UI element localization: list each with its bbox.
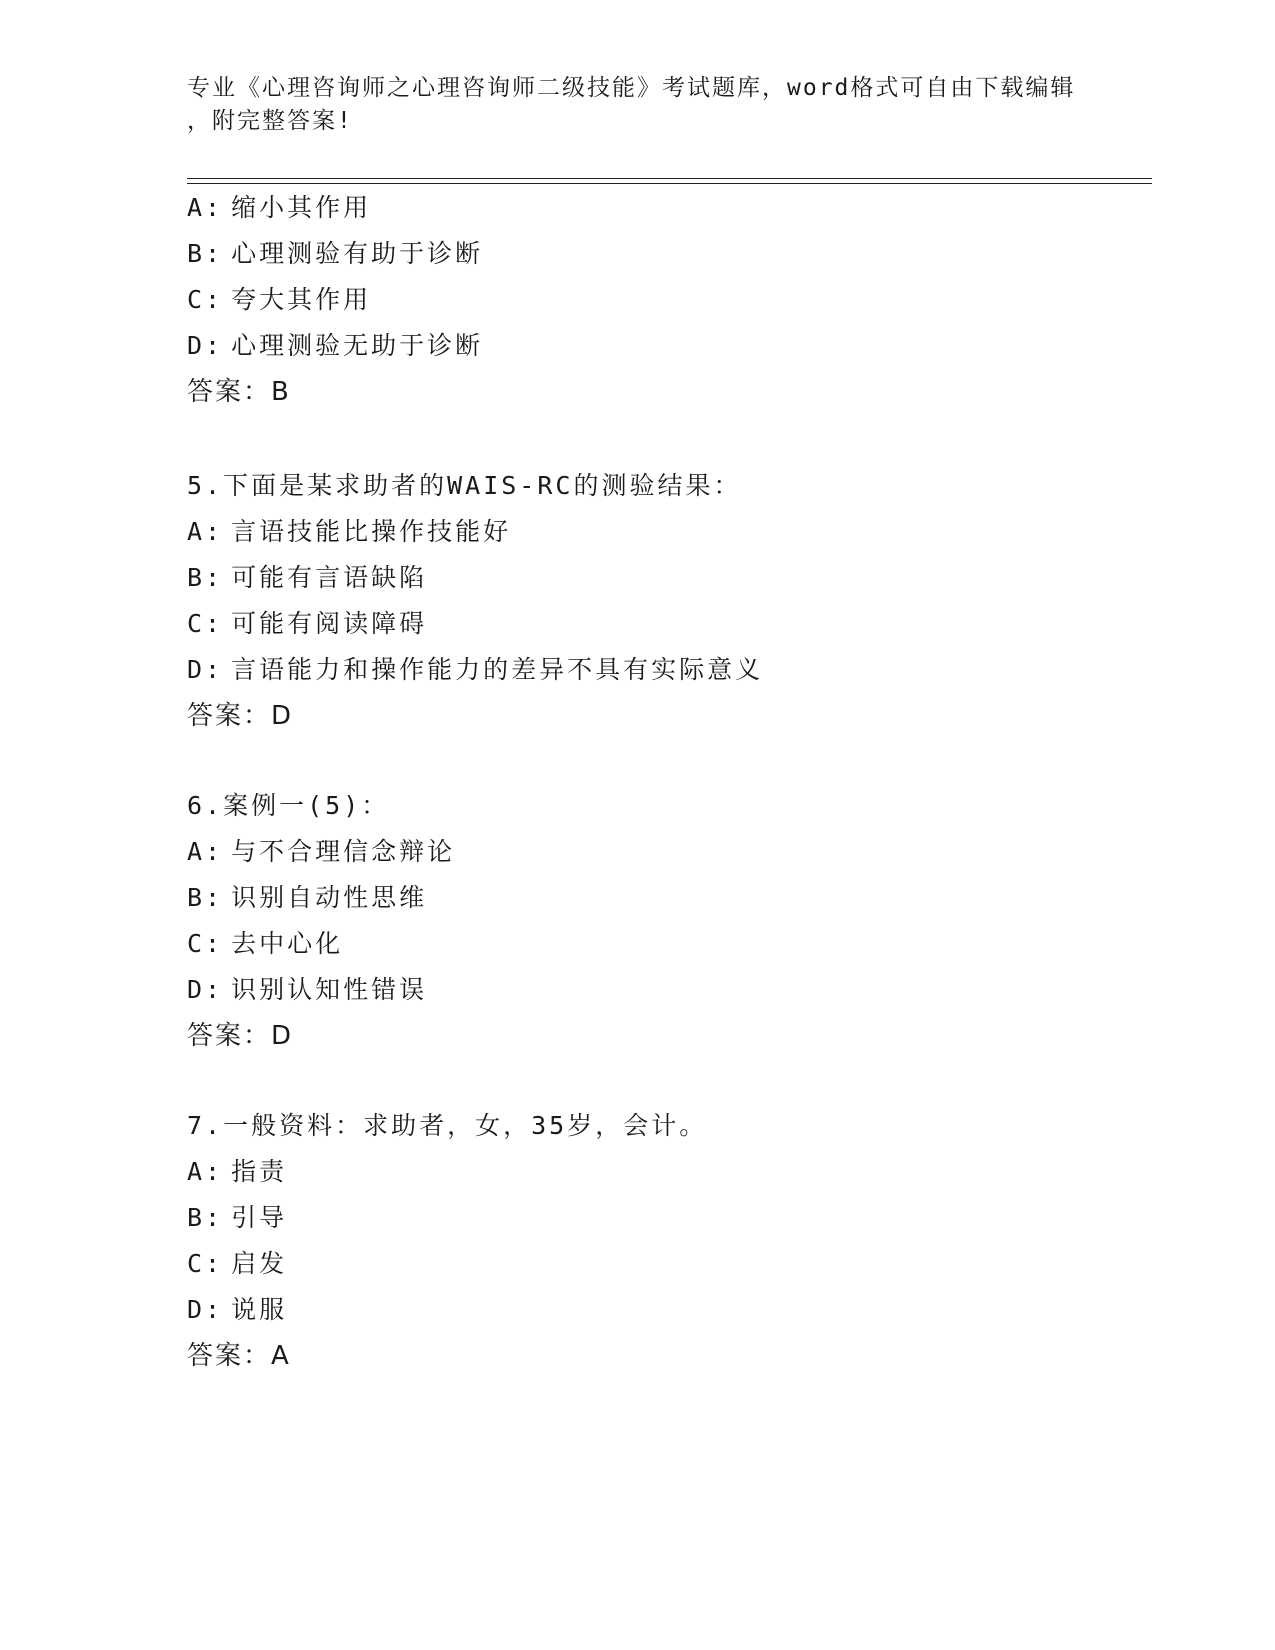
question-6 <box>187 783 1167 1059</box>
option-text: 心理测验无助于诊断 <box>231 331 484 360</box>
option-text: 可能有言语缺陷 <box>231 563 428 592</box>
option-letter: C: <box>187 1249 224 1278</box>
option-b <box>187 231 1167 277</box>
answer-line: 答案：D <box>187 701 294 731</box>
option-letter: A: <box>187 837 224 866</box>
option-d <box>187 967 1167 1013</box>
option-c <box>187 277 1167 323</box>
option-text: 与不合理信念辩论 <box>231 837 456 866</box>
question-5 <box>187 463 1167 739</box>
option-text: 启发 <box>231 1249 288 1278</box>
option-b <box>187 875 1167 921</box>
option-letter: A: <box>187 193 224 222</box>
option-b <box>187 1195 1167 1241</box>
answer-line: 答案：D <box>187 1021 294 1051</box>
option-text: 夸大其作用 <box>231 285 372 314</box>
option-c <box>187 921 1167 967</box>
option-letter: B: <box>187 883 224 912</box>
option-text: 指责 <box>231 1157 288 1186</box>
header-divider-bottom <box>187 183 1152 184</box>
option-text: 引导 <box>231 1203 288 1232</box>
option-letter: D: <box>187 655 224 684</box>
option-text: 去中心化 <box>231 929 344 958</box>
question-7 <box>187 1103 1167 1379</box>
option-letter: C: <box>187 285 224 314</box>
option-a <box>187 185 1167 231</box>
option-text: 可能有阅读障碍 <box>231 609 428 638</box>
option-d <box>187 323 1167 369</box>
option-d <box>187 647 1167 693</box>
question-4 <box>187 185 1167 415</box>
option-letter: C: <box>187 609 224 638</box>
option-letter: B: <box>187 1203 224 1232</box>
option-text: 心理测验有助于诊断 <box>231 239 484 268</box>
option-letter: D: <box>187 331 224 360</box>
option-text: 识别认知性错误 <box>231 975 428 1004</box>
question-title: 5.下面是某求助者的WAIS-RC的测验结果： <box>187 471 742 500</box>
option-letter: D: <box>187 975 224 1004</box>
option-letter: D: <box>187 1295 224 1324</box>
question-title: 7.一般资料：求助者，女，35岁，会计。 <box>187 1111 708 1140</box>
option-letter: C: <box>187 929 224 958</box>
option-letter: A: <box>187 1157 224 1186</box>
header-divider-top <box>187 178 1152 179</box>
option-text: 识别自动性思维 <box>231 883 428 912</box>
option-text: 言语能力和操作能力的差异不具有实际意义 <box>231 655 764 684</box>
option-a <box>187 1149 1167 1195</box>
option-text: 言语技能比操作技能好 <box>231 517 512 546</box>
option-a <box>187 509 1167 555</box>
option-letter: A: <box>187 517 224 546</box>
option-b <box>187 555 1167 601</box>
answer-line: 答案：B <box>187 377 291 407</box>
header-line-2: ，附完整答案! <box>187 108 353 134</box>
document-header <box>187 72 1087 138</box>
option-text: 缩小其作用 <box>231 193 372 222</box>
answer-line: 答案：A <box>187 1341 291 1371</box>
option-d <box>187 1287 1167 1333</box>
option-text: 说服 <box>231 1295 288 1324</box>
question-title: 6.案例一(5)： <box>187 791 390 820</box>
header-line-1: 专业《心理咨询师之心理咨询师二级技能》考试题库，word格式可自由下载编辑 <box>187 75 1076 101</box>
option-c <box>187 601 1167 647</box>
option-c <box>187 1241 1167 1287</box>
option-letter: B: <box>187 563 224 592</box>
option-a <box>187 829 1167 875</box>
option-letter: B: <box>187 239 224 268</box>
